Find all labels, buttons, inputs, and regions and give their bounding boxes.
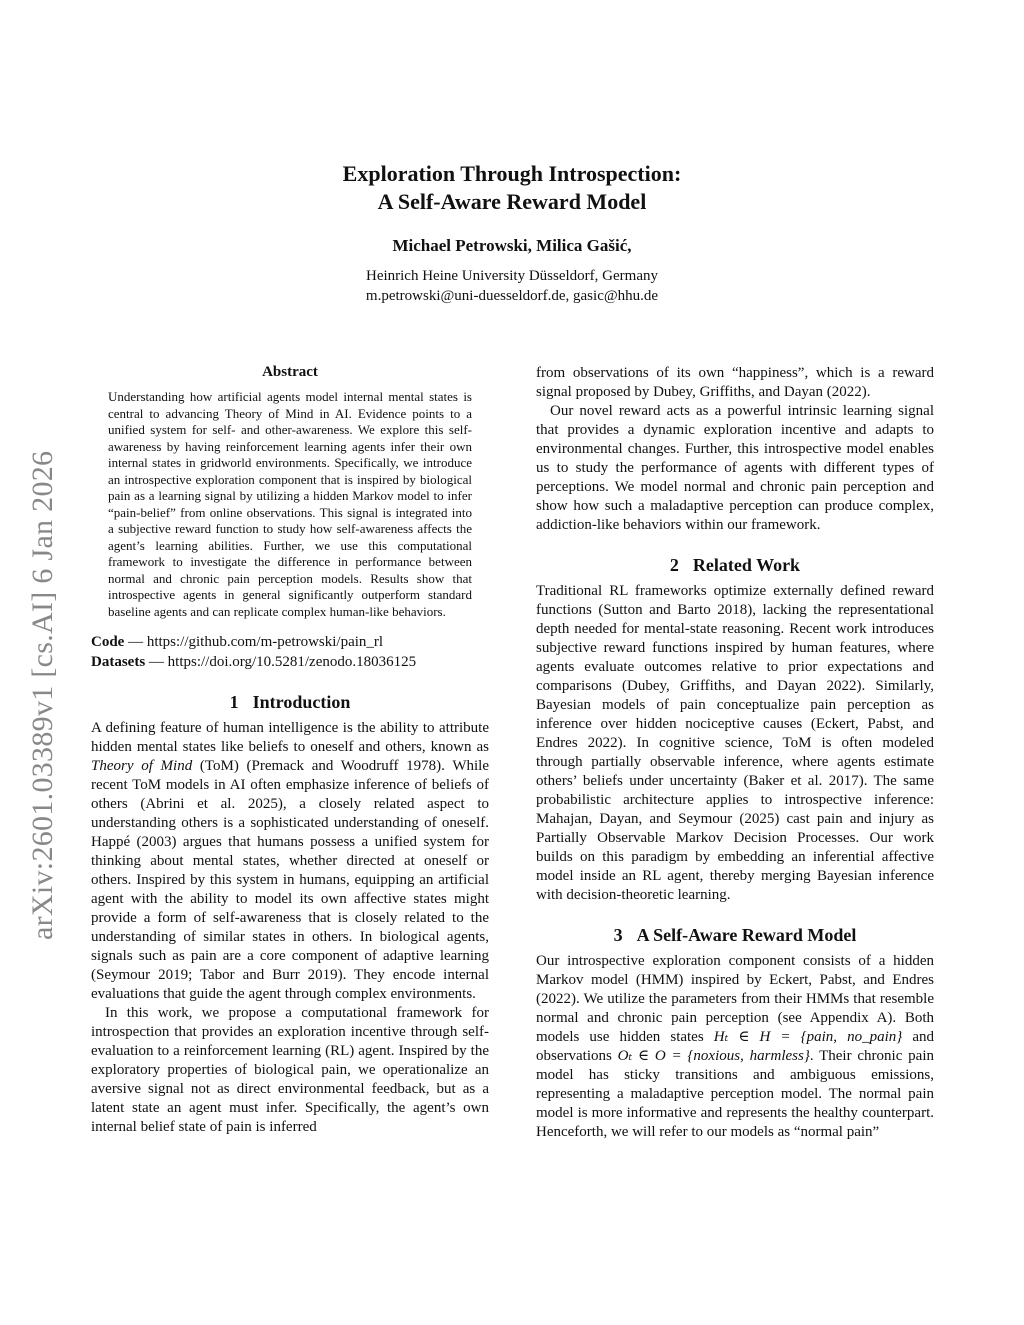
text-run: A defining feature of human intelligence is the ability to attribute hidden mental states like beliefs to oneself and others, known as — [91, 720, 489, 755]
emails: m.petrowski@uni-duesseldorf.de, gasic@hhu.de — [365, 288, 659, 304]
math-observations: Oₜ ∈ O = {noxious, harmless} — [617, 1048, 810, 1064]
code-line — [91, 632, 489, 652]
datasets-sep: — — [145, 654, 168, 670]
section-heading-reward-model — [536, 925, 934, 946]
section-number: 3 — [613, 925, 623, 945]
datasets-link[interactable]: https://doi.org/10.5281/zenodo.18036125 — [167, 654, 417, 670]
section-heading-introduction — [91, 692, 489, 713]
section-title: A Self-Aware Reward Model — [636, 925, 857, 945]
affiliation: Heinrich Heine University Düsseldorf, Germany — [365, 268, 658, 284]
abstract-heading: Abstract — [262, 364, 318, 380]
emphasis-theory-of-mind: Theory of Mind — [91, 758, 193, 774]
intro-paragraph-2: In this work, we propose a computational framework for introspection that provides an exploration incentive through self-evaluation to a reinforcement learning (RL) agent. Inspired by the exploratory properties of biological pain, we operationalize an aversive signal not as direct environmental feedback, but as a latent state an agent must infer. Specifically, the agent’s own internal belief state of pain is inferred — [91, 1005, 489, 1135]
text-run: Our introspective exploration component consists of a hidden Markov model (HMM) inspired by Eckert, Pabst, and Endres (2022). We utilize the parameters from their HMMs that resemble normal and chronic pain perception (see Appendix A). Both models use hidden states — [536, 953, 934, 1045]
intro-paragraph-4: Our novel reward acts as a powerful intrinsic learning signal that provides a dynamic exploration incentive and adapts to environmental changes. Further, this introspective model enables us to study the performance of agents with different types of perceptions. We model normal and chronic pain perception and show how such a maladaptive perception can produce complex, addiction-like behaviors within our framework. — [536, 403, 934, 533]
authors: Michael Petrowski, Milica Gašić, — [392, 236, 632, 255]
code-sep: — — [124, 634, 147, 650]
intro-paragraph-1 — [91, 719, 489, 1004]
section-number: 1 — [229, 692, 239, 712]
text-run: (ToM) (Premack and Woodruff 1978). While recent ToM models in AI often emphasize inference of beliefs of others (Abrini et al. 2025), a closely related aspect to understanding others is a sophisticated understanding of oneself. Happé (2003) argues that humans possess a unified system for thinking about mental states, whether directed at oneself or others. Inspired by this system in humans, equipping an artificial agent with the ability to model its own affective states might provide a form of self-awareness that is closely related to the understanding of similar states in others. In biological agents, signals such as pain are a core component of adaptive learning (Seymour 2019; Tabor and Burr 2019). They encode internal evaluations that guide the agent through complex environments. — [91, 758, 489, 1002]
left-column — [91, 364, 489, 1137]
related-paragraph-1: Traditional RL frameworks optimize externally defined reward functions (Sutton and Barto 2018), lacking the representational depth needed for mental-state reasoning. Recent work introduces subjective reward functions inspired by human features, where agents evaluate outcomes relative to prior expectations and comparisons (Dubey, Griffiths, and Dayan 2022). Similarly, Bayesian models of pain conceptualize pain perception as inference over hidden nociceptive causes (Eckert, Pabst, and Endres 2022). In cognitive science, ToM is often modeled through partially observable inference, where agents estimate others’ beliefs under uncertainty (Baker et al. 2017). The same probabilistic architecture applies to introspective inference: Mahajan, Dayan, and Seymour (2025) cast pain and injury as Partially Observable Markov Decision Processes. Our work builds on this paradigm by embedding an inferential affective model inside an RL agent, thereby merging Bayesian inference with decision-theoretic learning. — [536, 583, 934, 903]
text-run: and observations — [536, 1029, 934, 1064]
title-line-1: Exploration Through Introspection: — [342, 161, 682, 186]
section-number: 2 — [669, 555, 679, 575]
model-paragraph-1 — [536, 952, 934, 1142]
abstract-text: Understanding how artificial agents model internal mental states is central to advancing Theory of Mind in AI. Evidence points to a unified system for self- and other-awareness. We explore this self-awareness by having reinforcement learning agents infer their own internal states in gridworld environments. Specifically, we introduce an introspective exploration component that is inspired by biological pain as a learning signal by utilizing a hidden Markov model to infer “pain-belief” from online observations. This signal is integrated into a subjective reward function to study how self-awareness affects the agent’s learning abilities. Further, we use this computational framework to investigate the difference in performance between normal and chronic pain perception models. Results show that introspective agents in general significantly outperform standard baseline agents and can replicate complex human-like behaviors. — [108, 389, 472, 619]
code-datasets-block — [91, 632, 489, 672]
code-label: Code — [91, 634, 125, 650]
intro-paragraph-3: from observations of its own “happiness”, which is a reward signal proposed by Dubey, Griffiths, and Dayan (2022). — [536, 365, 934, 400]
right-column — [536, 364, 934, 1142]
section-heading-related-work — [536, 555, 934, 576]
title-line-2: A Self-Aware Reward Model — [377, 189, 647, 214]
datasets-label: Datasets — [91, 654, 146, 670]
section-title: Introduction — [252, 692, 351, 712]
section-title: Related Work — [692, 555, 801, 575]
paper-title — [0, 160, 1024, 216]
arxiv-stamp-text: arXiv:2601.03389v1 [cs.AI] 6 Jan 2026 — [26, 450, 59, 940]
code-link[interactable]: https://github.com/m-petrowski/pain_rl — [146, 634, 384, 650]
affiliation-block — [0, 266, 1024, 306]
arxiv-stamp — [22, 380, 62, 940]
math-hidden-states: Hₜ ∈ H = {pain, no_pain} — [713, 1029, 903, 1045]
datasets-line — [91, 652, 489, 672]
text-run: . Their chronic pain model has sticky transitions and ambiguous emissions, representing a maladaptive perception model. The normal pain model is more informative and represents the healthy counterpart. Henceforth, we will refer to our models as “normal pain” — [536, 1048, 935, 1140]
